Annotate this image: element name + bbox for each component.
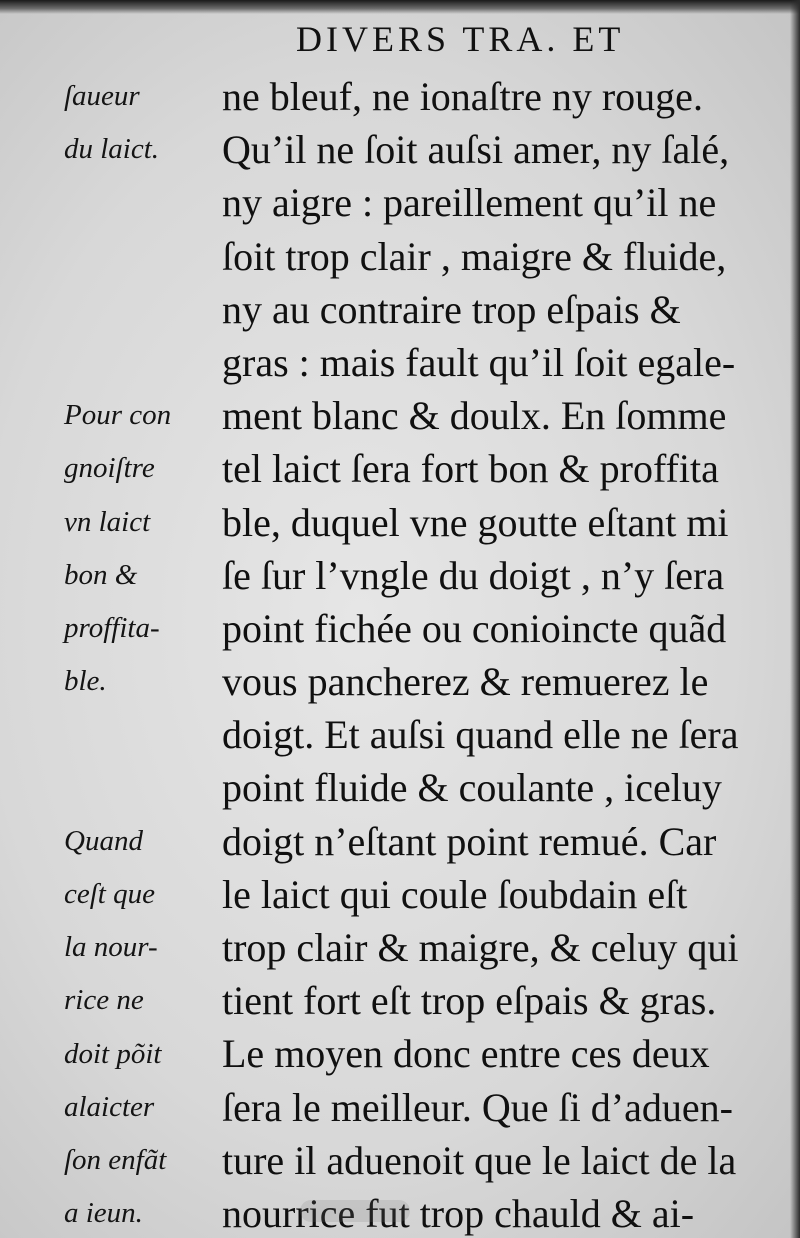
margin-note-line: ceſt que <box>64 878 155 910</box>
body-text <box>222 70 774 1238</box>
text-line: tient fort eſt trop eſpais & gras. <box>222 978 717 1024</box>
text-line: doigt n’eſtant point remué. Car <box>222 818 717 864</box>
text-line: Qu’il ne ſoit auſsi amer, ny ſalé, <box>222 127 730 173</box>
margin-note-line: ble. <box>64 665 107 698</box>
text-line: point fichée ou conioincte quãd <box>222 605 727 651</box>
text-line: ny aigre : pareillement qu’il ne <box>222 180 717 226</box>
text-line: ment blanc & doulx. En ſomme <box>222 393 727 439</box>
page-right-edge <box>790 0 800 1238</box>
text-line: doigt. Et auſsi quand elle ne ſera <box>222 712 739 758</box>
text-line: ſe ſur l’vngle du doigt , n’y ſera <box>222 552 725 598</box>
footer-smudge <box>300 1200 410 1222</box>
text-line: ble, duquel vne goutte eſtant mi <box>222 499 729 545</box>
margin-note-line: la nour- <box>64 931 158 964</box>
margin-note-line: du laict. <box>64 133 160 166</box>
page-top-edge <box>0 0 800 14</box>
text-line: ſera le meilleur. Que ſi d’aduen- <box>222 1084 733 1130</box>
running-head: DIVERS TRA. ET <box>296 19 625 59</box>
margin-note-line: a ieun. <box>64 1197 143 1230</box>
text-line: ture il aduenoit que le laict de la <box>222 1137 737 1183</box>
margin-note-line: ſon enfãt <box>64 1144 167 1176</box>
margin-note-line: gnoiſtre <box>64 452 155 485</box>
text-line: ny au contraire trop eſpais & <box>222 286 681 332</box>
text-line: ne bleuf, ne ionaſtre ny rouge. <box>222 74 703 119</box>
text-line: Le moyen donc entre ces deux <box>222 1031 710 1077</box>
margin-note-line: alaicter <box>64 1090 155 1123</box>
text-line: le laict qui coule ſoubdain eſt <box>222 871 688 917</box>
text-line: ſoit trop clair , maigre & fluide, <box>222 233 727 279</box>
margin-note-line: Quand <box>64 824 143 857</box>
margin-note-line: bon & <box>64 558 138 591</box>
text-line: vous pancherez & remuerez le <box>222 659 709 705</box>
margin-note-line: ſaueur <box>64 80 140 112</box>
text-line: gras : mais fault qu’il ſoit egale- <box>222 339 736 385</box>
text-line: point fluide & coulante , iceluy <box>222 765 722 811</box>
text-line: tel laict ſera fort bon & proffita <box>222 446 719 492</box>
text-line: nourrice fut trop chauld & ai- <box>222 1190 695 1236</box>
margin-note-line: vn laict <box>64 505 151 538</box>
margin-note-line: proffita- <box>64 612 160 644</box>
margin-note-line: rice ne <box>64 984 144 1017</box>
margin-note-line: Pour con <box>64 399 172 432</box>
margin-note-line: doit põit <box>64 1037 162 1070</box>
text-line: trop clair & maigre, & celuy qui <box>222 925 739 970</box>
